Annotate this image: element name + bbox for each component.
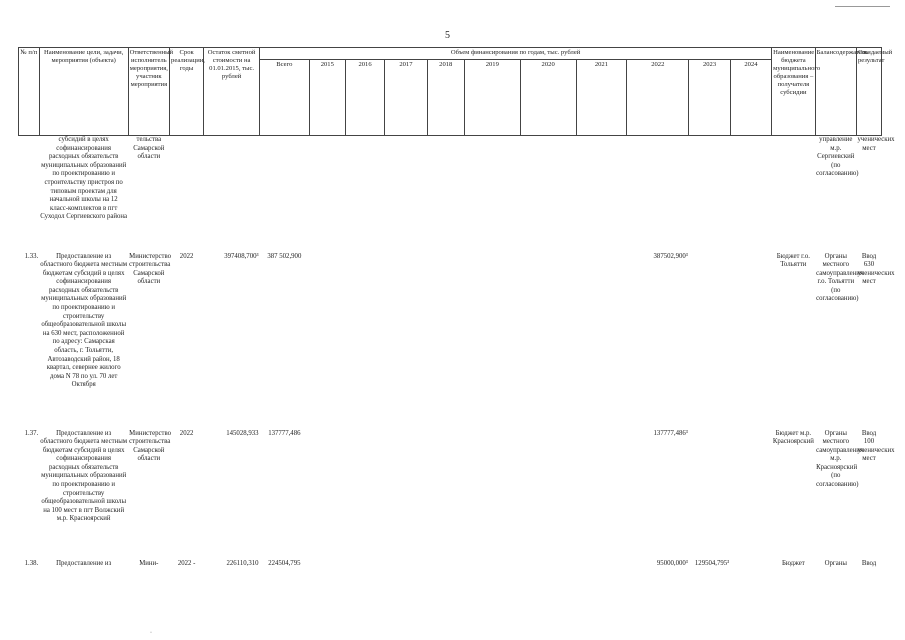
scan-speck: · (150, 630, 152, 636)
row-total: 387 502,900 (267, 252, 302, 260)
program-table (18, 47, 895, 580)
row-number (19, 136, 40, 253)
row-holder: Органы местного самоуправления г.о. Тольятти (по согласованию) (816, 252, 864, 303)
row-result: Ввод 630 ученических мест (857, 252, 895, 286)
col-recipient-header: Наименование бюджета муниципального образования – получателя субсидии (772, 48, 815, 136)
page-number: 5 (445, 30, 450, 41)
row-2022: 95000,000³ (656, 559, 688, 567)
row-result: ученических мест (857, 136, 895, 152)
row-holder: управление м.р. Сергиевский (по согласованию) (816, 136, 859, 178)
col-year-header: 2019 (464, 60, 520, 136)
row-description: Предоставление из областного бюджета местным бюджетам субсидий в целях софинансирования расходных обязательств муниципальных образований по проектированию и строительству общеобразовательной школы на 630 мест, расположенной по адресу: Самарская область, г. Тольятти, Автозаводский район, 18 квартал, севернее жилого дома N 78 по ул. 70 лет Октября (40, 252, 128, 389)
col-holder-header: Балансодержатель (815, 48, 856, 136)
col-year-header: 2018 (427, 60, 464, 136)
row-result: Ввод 100 ученических мест (857, 429, 895, 463)
col-result-header: Ожидаемый результат (856, 48, 881, 136)
row-2022 (627, 136, 689, 253)
row-recipient: Бюджет (782, 559, 805, 567)
row-cost: 145028,933 (226, 429, 259, 437)
row-responsible: Мини- (139, 559, 159, 567)
table-row (19, 560, 882, 580)
col-year-header: 2024 (730, 60, 771, 136)
col-name-header: Наименование цели, задачи, мероприятия (объекта) (39, 48, 128, 136)
row-2022: 387502,900³ (653, 252, 688, 260)
row-period: 2022 (179, 429, 194, 437)
row-2022: 137777,486³ (653, 429, 688, 437)
table-row (19, 136, 882, 253)
row-holder: Органы местного самоуправления м.р. Красноярский (по согласованию) (816, 429, 864, 489)
col-total-header: Всего (260, 60, 310, 136)
row-number: 1.33. (24, 252, 39, 260)
row-2023 (689, 136, 730, 253)
row-period: 2022 (179, 252, 194, 260)
row-cost: 226110,310 (226, 559, 259, 567)
row-number: 1.37. (24, 429, 39, 437)
row-number: 1.38. (24, 559, 39, 567)
funding-header: Объем финансирования по годам, тыс. рублей (260, 48, 772, 60)
row-total: 137777,486 (268, 429, 301, 437)
row-recipient: Бюджет м.р. Красноярский (772, 429, 814, 446)
col-year-header: 2023 (689, 60, 730, 136)
table-row (19, 430, 882, 560)
col-year-header: 2022 (627, 60, 689, 136)
table-row (19, 253, 882, 430)
row-description: Предоставление из (56, 559, 112, 567)
row-holder: Органы (824, 559, 847, 567)
col-num-header: № п/п (19, 48, 40, 136)
row-period (170, 136, 204, 253)
row-total: 224504,795 (268, 559, 301, 567)
row-cost (204, 136, 260, 253)
row-total (260, 136, 310, 253)
row-description: субсидий в целях софинансирования расходных обязательств муниципальных образований по проектированию и строительству пристроя по типовым проектам для начальной школы на 12 класс-комплектов в пгт Суходол Сергиевского района (40, 136, 128, 221)
row-period: 2022 - (177, 559, 196, 567)
row-2023: 129504,795³ (694, 559, 730, 567)
col-year-header: 2015 (309, 60, 345, 136)
col-responsible-header: Ответственный исполнитель мероприятия, участник мероприятия (128, 48, 169, 136)
header-row-1 (19, 48, 882, 60)
col-period-header: Срок реализации, годы (170, 48, 204, 136)
row-recipient (772, 136, 815, 253)
row-2023 (689, 253, 730, 430)
row-responsible: Министерство строительства Самарской области (129, 429, 172, 463)
row-responsible: тельства Самарской области (133, 136, 165, 161)
top-edge-line (835, 6, 890, 7)
col-year-header: 2021 (576, 60, 627, 136)
row-2023 (689, 430, 730, 560)
col-cost-header: Остаток сметной стоимости на 01.01.2015, тыс. рублей (204, 48, 260, 136)
col-year-header: 2016 (345, 60, 384, 136)
row-cost: 397408,700³ (224, 252, 259, 260)
row-result: Ввод (861, 559, 877, 567)
col-year-header: 2017 (385, 60, 427, 136)
row-recipient: Бюджет г.о. Тольятти (776, 252, 810, 269)
col-year-header: 2020 (520, 60, 576, 136)
row-description: Предоставление из областного бюджета местным бюджетам субсидий в целях софинансирования расходных обязательств муниципальных образований по проектированию и строительству общеобразовательной школы на 100 мест в пгт Волжский м.р. Красноярский (40, 429, 128, 523)
row-responsible: Министерство строительства Самарской области (129, 252, 172, 286)
